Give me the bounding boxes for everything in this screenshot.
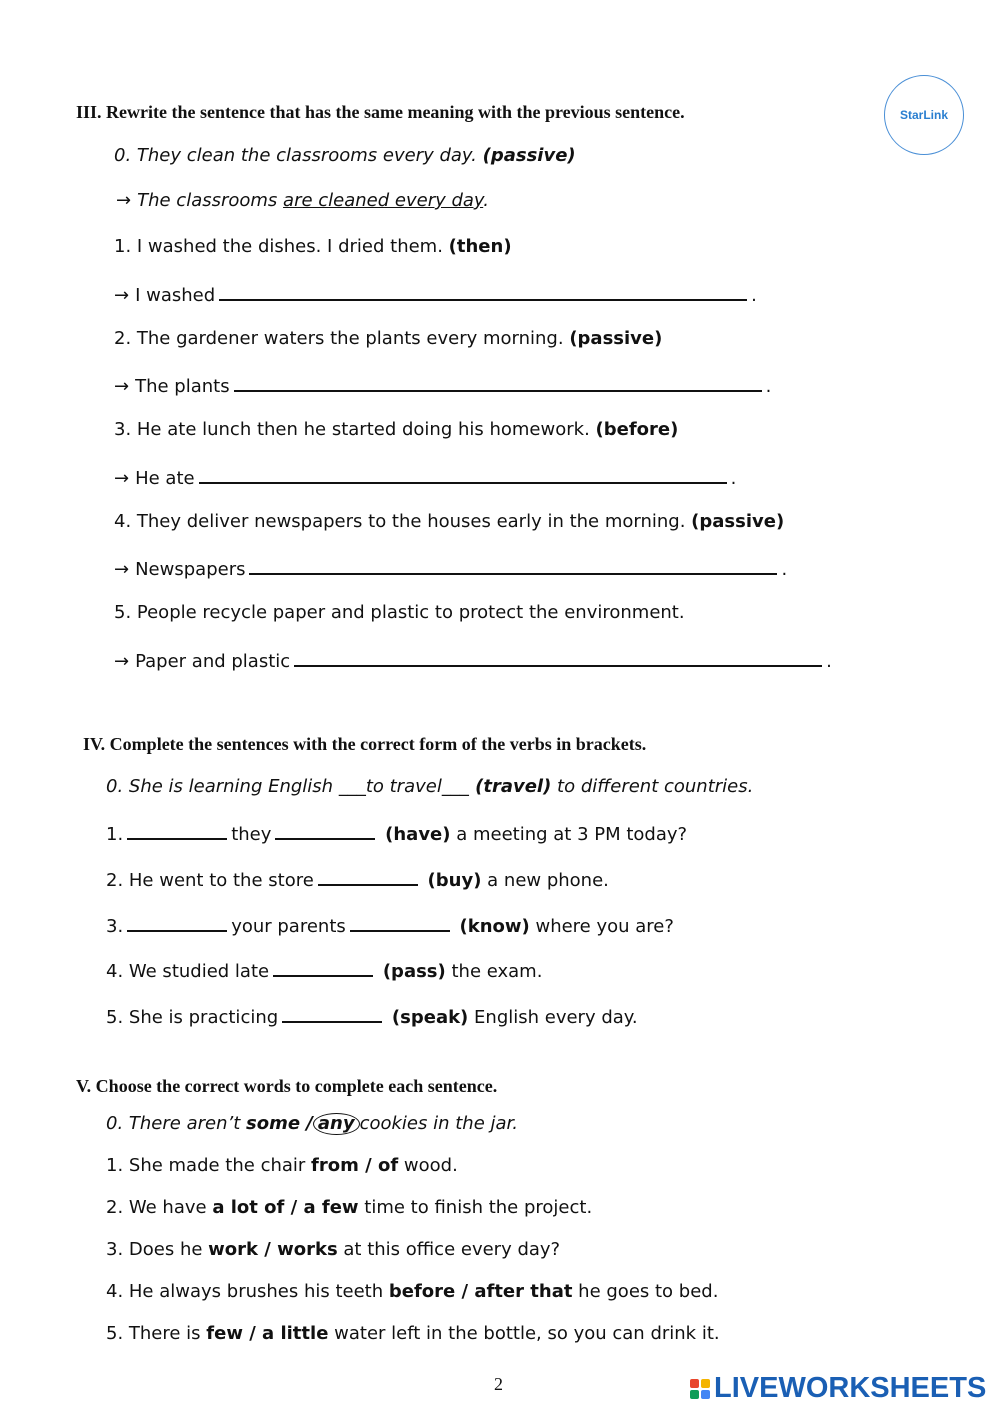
choice-options[interactable]: work / works: [208, 1239, 338, 1260]
choice-options[interactable]: a lot of / a few: [212, 1197, 359, 1218]
answer-blank[interactable]: [249, 556, 777, 575]
section-5-item-4: 4. He always brushes his teeth before / after that he goes to bed.: [106, 1281, 719, 1302]
arrow-icon: →: [114, 468, 130, 489]
arrow-icon: →: [114, 285, 130, 306]
section-5-heading: V. Choose the correct words to complete each sentence.: [76, 1076, 498, 1096]
arrow-icon: →: [116, 190, 132, 211]
section-5-item-1: 1. She made the chair from / of wood.: [106, 1155, 458, 1176]
section-3-answer-4: → Newspapers .: [114, 556, 787, 580]
arrow-icon: →: [114, 651, 130, 672]
section-3-question-3: 3. He ate lunch then he started doing his homework. (before): [114, 419, 679, 440]
circled-answer: any: [313, 1113, 360, 1135]
section-5-example: 0. There aren’t some / any cookies in the jar.: [106, 1113, 518, 1134]
section-3-question-2: 2. The gardener waters the plants every morning. (passive): [114, 328, 663, 349]
answer-blank[interactable]: [127, 821, 227, 840]
liveworksheets-logo[interactable]: [690, 1372, 986, 1405]
answer-blank[interactable]: [234, 373, 762, 392]
section-4-item-3: 3. your parents (know) where you are?: [106, 913, 674, 937]
arrow-icon: →: [114, 376, 130, 397]
section-4-heading: IV. Complete the sentences with the correct form of the verbs in brackets.: [83, 734, 647, 754]
answer-blank[interactable]: [275, 821, 375, 840]
answer-blank[interactable]: [318, 867, 418, 886]
section-3-question-5: 5. People recycle paper and plastic to protect the environment.: [114, 602, 685, 623]
section-3-answer-5: → Paper and plastic .: [114, 648, 832, 672]
section-3-answer-3: → He ate .: [114, 465, 736, 489]
section-4-example: 0. She is learning English ___to travel___ (travel) to different countries.: [106, 776, 754, 797]
section-5-item-5: 5. There is few / a little water left in the bottle, so you can drink it.: [106, 1323, 720, 1344]
section-4-item-2: 2. He went to the store (buy) a new phone.: [106, 867, 609, 891]
section-5-item-3: 3. Does he work / works at this office every day?: [106, 1239, 561, 1260]
answer-blank[interactable]: [273, 958, 373, 977]
arrow-icon: →: [114, 559, 130, 580]
answer-blank[interactable]: [199, 465, 727, 484]
choice-options[interactable]: before / after that: [388, 1281, 573, 1302]
answer-blank[interactable]: [350, 913, 450, 932]
section-3-question-1: 1. I washed the dishes. I dried them. (then): [114, 236, 512, 257]
section-3-answer-2: → The plants .: [114, 373, 771, 397]
section-4-item-5: 5. She is practicing (speak) English every day.: [106, 1004, 638, 1028]
section-3-answer-1: → I washed .: [114, 282, 757, 306]
liveworksheets-brand: LIVEWORKSHEETS: [714, 1372, 987, 1404]
answer-blank[interactable]: [127, 913, 227, 932]
answer-blank[interactable]: [219, 282, 747, 301]
choice-options[interactable]: from / of: [311, 1155, 399, 1176]
section-4-item-1: 1. they (have) a meeting at 3 PM today?: [106, 821, 687, 845]
logo-text: StarLink: [899, 108, 948, 122]
starlink-logo: [884, 75, 964, 155]
page-number: 2: [494, 1374, 503, 1394]
choice-options[interactable]: few / a little: [206, 1323, 329, 1344]
section-4-item-4: 4. We studied late (pass) the exam.: [106, 958, 542, 982]
section-3-example-answer: → The classrooms are cleaned every day.: [116, 190, 489, 211]
section-5-item-2: 2. We have a lot of / a few time to finish the project.: [106, 1197, 593, 1218]
section-3-heading: III. Rewrite the sentence that has the same meaning with the previous sentence.: [76, 102, 685, 122]
answer-blank[interactable]: [294, 648, 822, 667]
section-3-example-question: 0. They clean the classrooms every day. (passive): [114, 145, 576, 166]
liveworksheets-icon: [690, 1379, 710, 1399]
section-3-question-4: 4. They deliver newspapers to the houses early in the morning. (passive): [114, 511, 785, 532]
answer-blank[interactable]: [282, 1004, 382, 1023]
